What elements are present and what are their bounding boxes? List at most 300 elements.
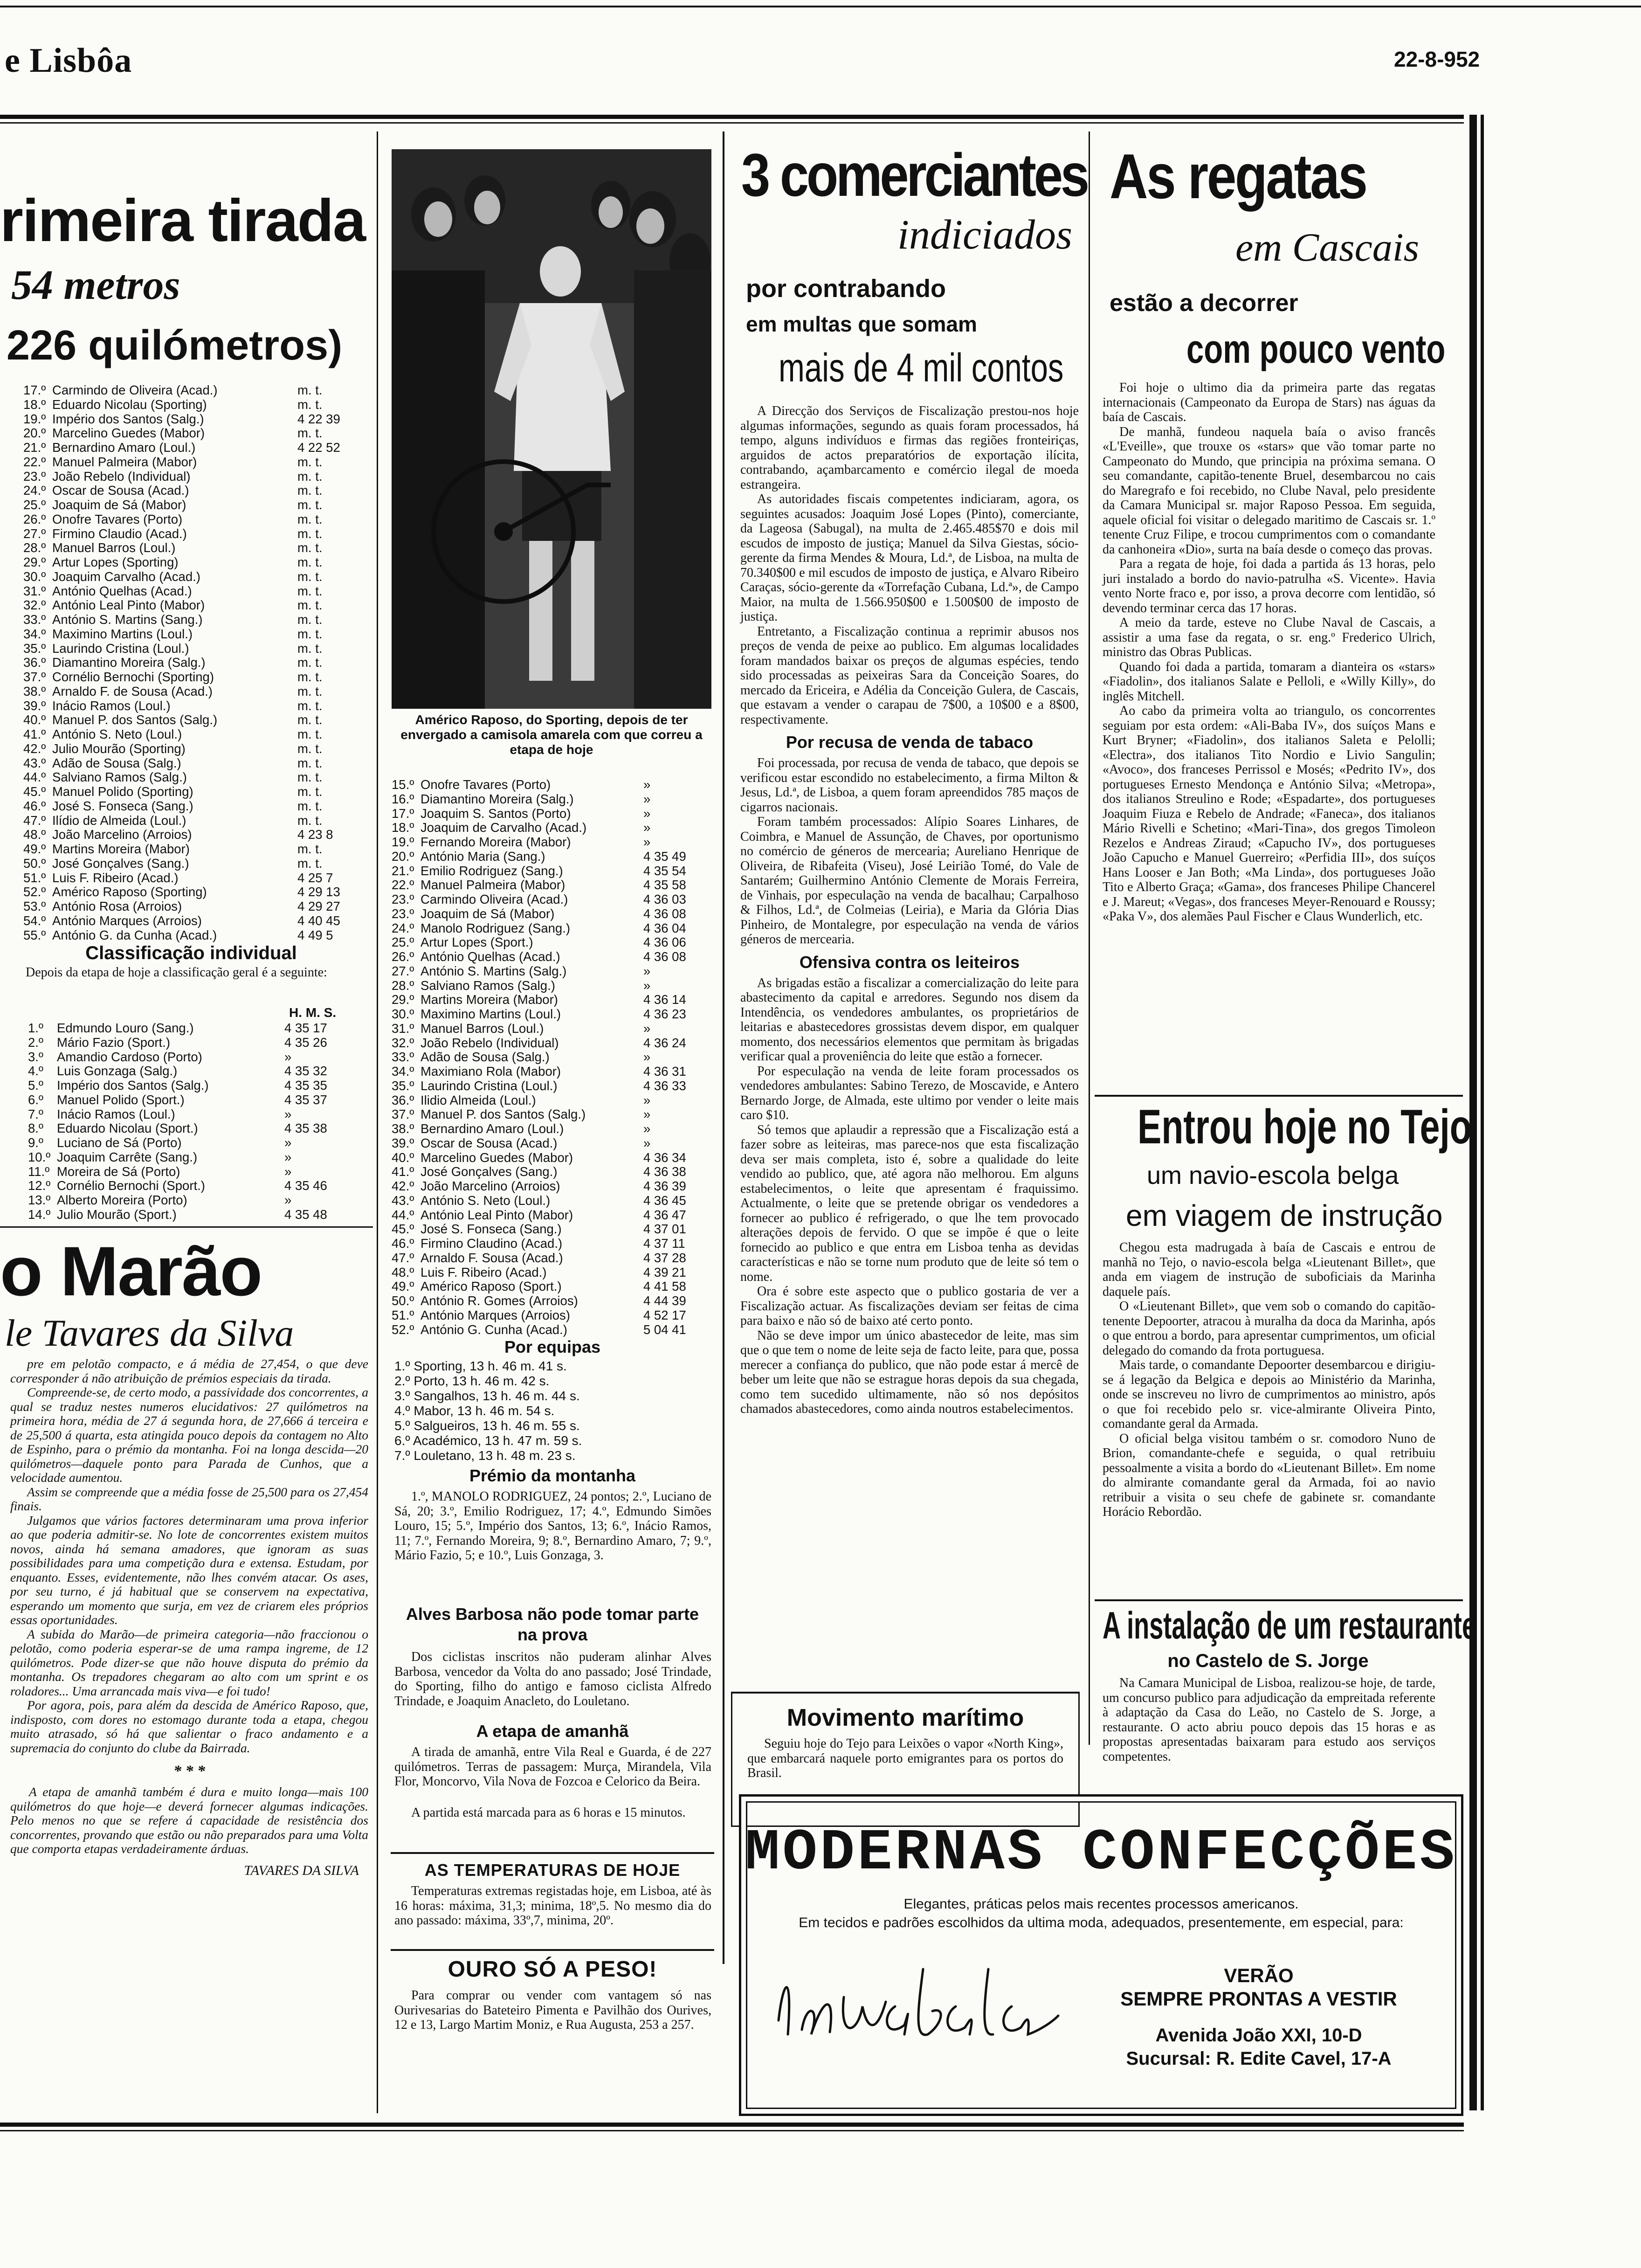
ad-line-1: Elegantes, práticas pelos mais recentes processos americanos.	[903, 1896, 1299, 1912]
position: 49.º	[23, 842, 46, 856]
position: 42.º	[392, 1179, 414, 1193]
rider-name: Julio Mourão (Sporting)	[52, 741, 186, 756]
barbosa-text: Dos ciclistas inscritos não puderam alinhar Alves Barbosa, vencedor da Volta do ano passado; José Trindade, do Sporting, filho do antigo e famoso ciclista Alfredo Trindade, e Joaquim Anacleto, do Louletano.	[394, 1650, 711, 1708]
classificacao-list	[28, 1021, 354, 1222]
rider-time: m. t.	[297, 741, 323, 756]
rider-time: m. t.	[297, 770, 323, 785]
rider-time: m. t.	[297, 483, 323, 498]
position: 43.º	[23, 755, 46, 770]
stage-result-row	[23, 642, 367, 656]
rider-time: 4 37 11	[643, 1236, 685, 1251]
rider-name: Manuel Polido (Sporting)	[52, 785, 193, 799]
classificacao-row	[28, 1064, 354, 1079]
stage-result-row	[23, 713, 367, 727]
stage-result-row	[392, 979, 713, 993]
position: 49.º	[392, 1279, 414, 1294]
position: 17.º	[23, 383, 46, 397]
rider-time: 4 44 39	[643, 1293, 686, 1308]
ad-slogan: SEMPRE PRONTAS A VESTIR	[1120, 1988, 1397, 2010]
rider-time: 4 36 08	[643, 949, 686, 964]
position: 12.º	[28, 1178, 51, 1193]
position: 46.º	[23, 798, 46, 813]
stage-result-row	[392, 1136, 713, 1151]
stage-result-row	[392, 1251, 713, 1265]
rider-time: 4 35 17	[284, 1021, 327, 1035]
leite-paragraph: Só temos que aplaudir a repressão que a Fiscalização está a fazer sobre as leiteiras, mas parece-nos que esta fiscalização deva ser mais completa, isto é, sobre a qualidade do leite vendido ao publico, que, até agora não melhorou. Em alguns estabelecimentos, o leite que apresentam é fraquissimo. Actualmente, o leite que se pretende obrigar os vendedores a fornecer ao publico é refrigerado, o que lhe tem provocado alterações depois de fervido. O que se impõe é que o leite fornecido ao publico e que entra em Lisboa tenha as devidas características e não se torne num produto que de leite só tem o nome.	[740, 1122, 1079, 1284]
temperaturas-text: Temperaturas extremas registadas hoje, em Lisboa, até às 16 horas: máxima, 31,3; minima, 18º,5. No mesmo dia do ano passado: máxima, 33º,7, minima, 20º.	[394, 1884, 711, 1928]
amanha-text: A tirada de amanhã, entre Vila Real e Guarda, é de 227 quilómetros. Terras de passagem: Murça, Mirandela, Vila Flor, Moncorvo, Vila Nova de Fozcoa e Celorico da Beira.	[394, 1745, 711, 1789]
rider-time: 4 36 33	[643, 1078, 686, 1093]
rider-name: João Rebelo (Individual)	[52, 469, 191, 484]
rider-name: Joaquim de Sá (Mabor)	[52, 498, 186, 512]
regatas-paragraph: Ao cabo da primeira volta ao triangulo, os concorrentes seguiam por esta ordem: «Ali-Baba IV», dos suíços Mans e Kurt Bryner; «Fiadolin», dos italianos Saleta e Pelolli; «Electra», dos italianos Tito Nordio e Livio Sangulin; «Avoco», dos franceses Perrissol e Mosés; «Pedrito IV», dos portugueses Ernesto Mendonça e António Silva; «Metropa», dos italianos Streulino e Rode; «Espadarte», dos portugueses Joaquim Fiuza e Rebelo de Andrade; «Faneca», dos italianos Mário Rivelli e Schetino; «Mari-Tina», dos gregos Timoleon Rezelos e Andreas Ziraud; «Capucho IV», dos portugueses João Capucho e Manuel Guerreiro; «Perfidia III», dos suíços Hans Looser e Jan Both; «Ma Linda», dos portugueses João Tito e Alberto Graça; «Gama», dos franceses Philipe Chancerel e J. Mareut; «Vegas», dos franceses Meyer-Renouard e Roussy; «Paka V», dos alemães Paul Fischer e Claus Wunderlich, etc.	[1103, 704, 1435, 924]
headline-as-regatas: As regatas	[1110, 141, 1366, 212]
position: 39.º	[392, 1135, 414, 1150]
rider-name: José Gonçalves (Sang.)	[52, 856, 189, 871]
stage-result-row	[23, 742, 367, 756]
rider-time: 4 35 38	[284, 1121, 327, 1136]
maritimo-title: Movimento marítimo	[786, 1704, 1024, 1731]
position: 52.º	[23, 885, 46, 899]
position: 14.º	[28, 1207, 51, 1222]
stage-results-continued	[392, 778, 713, 1337]
stage-result-row	[392, 993, 713, 1007]
column-separator	[723, 131, 724, 1964]
tabaco-paragraph: Foram também processados: Alípio Soares Linhares, de Coimbra, e Manuel de Assunção, de Chaves, por oportunismo no comércio de géneros de mercearia; Aureliano Henrique de Oliveira, de Ribafeita (Viseu), José Leirião Tomé, do Vale de Santarém; Guilhermino António Clemente de Morais Ferreira, de Vinhais, por especulação na venda de bacalhau; Carpalhoso & Filhos, Ld.ª, de Colmeias (Leiria), e Maria da Glória Dias Pinheiro, de Montalegre, por especulação na venda de vários géneros de mercearia.	[740, 815, 1079, 947]
rider-name: António Leal Pinto (Mabor)	[52, 598, 205, 613]
stage-result-row	[23, 426, 367, 441]
rider-name: Oscar de Sousa (Acad.)	[421, 1136, 558, 1150]
position: 34.º	[392, 1064, 414, 1079]
rider-time: 4 35 35	[284, 1078, 327, 1093]
rider-time: »	[643, 777, 651, 792]
tejo-paragraph: O oficial belga visitou também o sr. comodoro Nuno de Brion, comandante-chefe e seguida, o qual retribuiu pessoalmente a visita a bordo do «Lieutenant Billet». Em nome do almirante comandante geral da Armada, foi ao navio retribuir a visita o seu chefe de gabinete sr. comandante Horácio Rebordão.	[1103, 1431, 1435, 1519]
rider-time: m. t.	[297, 842, 323, 856]
rider-time: 4 52 17	[643, 1307, 686, 1322]
position: 24.º	[392, 920, 414, 935]
stage-result-row	[392, 835, 713, 850]
stage-result-row	[392, 1323, 713, 1337]
stage-result-row	[392, 1079, 713, 1093]
stage-result-row	[392, 1294, 713, 1308]
regatas-paragraphs	[1103, 380, 1435, 924]
rider-name: Adão de Sousa (Salg.)	[52, 756, 181, 770]
regatas-article	[1103, 380, 1435, 924]
position: 53.º	[23, 899, 46, 913]
rider-time: 5 04 41	[643, 1322, 686, 1337]
rider-name: Julio Mourão (Sport.)	[57, 1207, 177, 1222]
rider-name: Joaquim S. Santos (Porto)	[421, 806, 571, 821]
rider-name: Manuel P. dos Santos (Salg.)	[52, 713, 218, 727]
equipa-row: 2.º Porto, 13 h. 46 m. 42 s.	[394, 1374, 550, 1388]
position: 34.º	[23, 626, 46, 641]
position: 20.º	[392, 849, 414, 864]
rider-name: Maximiano Rola (Mabor)	[421, 1065, 561, 1079]
rider-time: »	[643, 1121, 651, 1136]
position: 8.º	[28, 1121, 43, 1136]
ad-season: VERÃO	[1224, 1964, 1294, 1986]
comerciantes-article	[740, 404, 1079, 1417]
position: 26.º	[392, 949, 414, 964]
photo-americo-raposo	[392, 149, 711, 709]
tabaco-paragraph: Foi processada, por recusa de venda de tabaco, que depois se verificou estar escondido no estabelecimento, a firma Milton & Jesus, Ld.ª, de Lisboa, a quem foram apreendidos 785 maços de cigarros nacionais.	[740, 756, 1079, 815]
position: 26.º	[23, 512, 46, 526]
rider-time: 4 22 39	[297, 411, 340, 426]
montanha-title: Prémio da montanha	[469, 1466, 636, 1485]
rider-time: 4 39 21	[643, 1265, 686, 1279]
stage-result-row	[23, 541, 367, 555]
rider-name: Ilídio de Almeida (Loul.)	[52, 813, 186, 828]
stage-result-row	[23, 598, 367, 613]
rider-name: José S. Fonseca (Sang.)	[421, 1222, 562, 1237]
rider-name: Joaquim Carrête (Sang.)	[57, 1150, 198, 1164]
position: 45.º	[23, 784, 46, 799]
rider-time: m. t.	[297, 583, 323, 598]
rider-time: m. t.	[297, 498, 323, 512]
position: 23.º	[392, 906, 414, 921]
rider-name: António Marques (Arroios)	[52, 913, 202, 928]
rider-time: 4 36 08	[643, 906, 686, 921]
stage-result-row	[23, 899, 367, 914]
position: 11.º	[28, 1164, 50, 1179]
rider-time: m. t.	[297, 598, 323, 613]
classificacao-row	[28, 1150, 354, 1165]
rider-time: m. t.	[297, 856, 323, 871]
rider-name: Bernardino Amaro (Loul.)	[52, 441, 196, 455]
rider-name: Manuel P. dos Santos (Salg.)	[421, 1107, 586, 1122]
subhead-indiciados: indiciados	[897, 212, 1072, 258]
rider-name: Manuel Barros (Loul.)	[421, 1021, 544, 1036]
box-rule	[391, 1949, 714, 1951]
photo-illustration	[392, 149, 711, 709]
ad-logo	[769, 1950, 1068, 2062]
ad-address: Avenida João XXI, 10-D	[1155, 2025, 1362, 2046]
stage-result-row	[392, 821, 713, 835]
rider-time: »	[643, 963, 651, 978]
rider-time: »	[643, 1093, 651, 1107]
marao-paragraph: pre em pelotão compacto, e á média de 27,454, o que deve corresponder á não atribuição de prémios especiais da tirada.	[10, 1356, 368, 1385]
rider-name: Cornélio Bernochi (Sporting)	[52, 670, 214, 684]
rider-name: Américo Raposo (Sport.)	[421, 1279, 562, 1294]
equipa-row: 4.º Mabor, 13 h. 46 m. 54 s.	[394, 1404, 555, 1418]
rider-time: m. t.	[297, 426, 323, 441]
stage-result-row	[23, 656, 367, 670]
montanha-text: 1.º, MANOLO RODRIGUEZ, 24 pontos; 2.º, Luciano de Sá, 20; 3.º, Emilio Rodriguez, 17; 4.º, Edmundo Simões Louro, 15; 5.º, Império dos Santos, 13; 6.º, Inácio Ramos, 11; 7.º, Fernando Moreira, 9; 8.º, Bernardino Amaro, 7; 9.º, Mário Fazio, 5; e 10.º, Luis Gonzaga, 3.	[394, 1489, 711, 1563]
rider-name: Fernando Moreira (Mabor)	[421, 835, 571, 849]
stage-result-row	[23, 555, 367, 570]
subhead-em-cascais: em Cascais	[1235, 225, 1420, 270]
rider-name: Adão de Sousa (Salg.)	[421, 1050, 550, 1065]
stage-result-row	[23, 685, 367, 699]
position: 6.º	[28, 1092, 43, 1107]
position: 18.º	[23, 397, 46, 412]
stage-result-row	[392, 935, 713, 950]
rider-name: António Quelhas (Acad.)	[52, 584, 192, 598]
classificacao-header: H. M. S.	[289, 1005, 337, 1020]
position: 30.º	[23, 569, 46, 584]
rider-time: m. t.	[297, 512, 323, 526]
section-rule	[0, 1226, 373, 1228]
position: 27.º	[392, 963, 414, 978]
rider-name: António S. Martins (Sang.)	[52, 613, 203, 627]
rider-time: m. t.	[297, 626, 323, 641]
rider-time: m. t.	[297, 641, 323, 656]
position: 36.º	[23, 655, 46, 670]
comerciantes-paragraph: Entretanto, a Fiscalização continua a reprimir abusos nos preços de venda de peixe ao publico. Em algumas localidades foram mandados baixar os preços de algumas espécies, tendo sido processadas as peixeiras Sara da Conceição Soares, do mercado da Ericeira, e Adélia da Conceição Gulera, de Cascais, que estavam a vender o carapau de 7$00, a 10$00 e a 8$00, respectivamente.	[740, 624, 1079, 727]
rider-name: Martins Moreira (Mabor)	[52, 842, 190, 856]
rider-name: Manuel Barros (Loul.)	[52, 541, 176, 555]
tejo-paragraph: O «Lieutenant Billet», que vem sob o comando do capitão-tenente Depoorter, atracou à muralha da doca da Marinha, após o que entrou a bordo, para apresentar cumprimentos, um oficial delegado do comando da frota portuguesa.	[1103, 1299, 1435, 1358]
rider-time: 4 36 38	[643, 1164, 686, 1179]
rider-name: Manolo Rodriguez (Sang.)	[421, 921, 571, 935]
rider-time: 4 35 48	[284, 1207, 327, 1222]
ouro-title: OURO SÓ A PESO!	[448, 1957, 657, 1982]
comerciantes-paragraph: As autoridades fiscais competentes indiciaram, agora, os seguintes acusados: Joaquim José Lopes (Pinto), comerciante, da Lageosa (Sabugal), na multa de 2.465.485$70 e dois mil escudos de imposto de justiça; Manuel da Silva Giestas, sócio-gerente da firma Mendes & Moura, Ld.ª, de Lisboa, na multa de 70.340$00 e mil escudos de imposto de justiça, e Alvaro Ribeiro Caraças, sócio-gerente da «Torrefação Cubana, Ld.ª», de Campo Maior, na multa de 1.566.950$00 e 1.500$00 de imposto de justiça.	[740, 492, 1079, 624]
position: 3.º	[28, 1049, 43, 1064]
position: 51.º	[23, 870, 46, 885]
stage-result-row	[23, 455, 367, 470]
stage-result-row	[23, 512, 367, 527]
classificacao-row	[28, 1079, 354, 1093]
rider-time: 4 35 26	[284, 1035, 327, 1050]
position: 20.º	[23, 426, 46, 441]
rider-name: Inácio Ramos (Loul.)	[57, 1107, 175, 1121]
stage-result-row	[23, 928, 367, 943]
position: 4.º	[28, 1064, 43, 1079]
rider-time: 4 36 45	[643, 1193, 686, 1208]
rider-time: 4 49 5	[297, 927, 333, 942]
rider-name: António S. Martins (Salg.)	[421, 964, 567, 978]
position: 27.º	[23, 526, 46, 541]
position: 9.º	[28, 1135, 43, 1150]
maritimo-text: Seguiu hoje do Tejo para Leixões o vapor «North King», que embarcará naquele porto emigrantes para os portos do Brasil.	[747, 1736, 1063, 1780]
rider-time: m. t.	[297, 684, 323, 698]
stage-result-row	[23, 570, 367, 584]
stage-result-row	[392, 907, 713, 921]
equipas-title: Por equipas	[504, 1337, 601, 1356]
rider-name: Laurindo Cristina (Loul.)	[52, 641, 189, 656]
rider-name: António G. Cunha (Acad.)	[421, 1322, 567, 1337]
stage-result-row	[23, 527, 367, 541]
rider-time: 4 37 01	[643, 1222, 686, 1237]
rider-time: 4 36 24	[643, 1035, 686, 1050]
stage-results-table	[23, 383, 367, 942]
position: 31.º	[392, 1021, 414, 1036]
headline-restaurante: A instalação de um restaurante	[1103, 1604, 1476, 1647]
rider-name: António Maria (Sang.)	[421, 849, 545, 864]
rider-time: m. t.	[297, 454, 323, 469]
rider-time: »	[284, 1164, 292, 1179]
rider-time: m. t.	[297, 397, 323, 412]
rider-time: m. t.	[297, 784, 323, 799]
stage-result-row	[23, 627, 367, 642]
rider-name: Moreira de Sá (Porto)	[57, 1164, 180, 1179]
position: 2.º	[28, 1035, 43, 1050]
tabaco-title: Por recusa de venda de tabaco	[786, 733, 1034, 752]
leite-paragraphs	[740, 976, 1079, 1417]
classificacao-row	[28, 1107, 354, 1122]
rider-name: António S. Neto (Loul.)	[421, 1193, 551, 1208]
section-rule	[1095, 1599, 1463, 1601]
position: 16.º	[392, 791, 414, 806]
headline-o-marao: o Marão	[0, 1232, 262, 1310]
subhead-estao-a-decorrer: estão a decorrer	[1110, 290, 1298, 317]
rider-time: 4 29 27	[297, 899, 340, 913]
rider-name: Eduardo Nicolau (Sporting)	[52, 397, 207, 412]
rider-name: Manuel Polido (Sport.)	[57, 1093, 185, 1107]
stage-result-row	[23, 498, 367, 512]
rider-name: António S. Neto (Loul.)	[52, 727, 182, 741]
rider-time: 4 36 06	[643, 935, 686, 950]
stage-result-row	[392, 921, 713, 936]
stage-result-row	[23, 914, 367, 928]
rider-name: Firmino Claudio (Acad.)	[52, 526, 187, 541]
position: 25.º	[23, 498, 46, 512]
rider-name: Ilidio Almeida (Loul.)	[421, 1093, 536, 1107]
regatas-paragraph: Quando foi dada a partida, tomaram a dianteira os «stars» «Fiadolin», dos italianos Salate e Pelloli, e «Willy Killy», do inglês Mitchell.	[1103, 659, 1435, 704]
rider-name: Martins Moreira (Mabor)	[421, 993, 558, 1007]
rider-name: António Marques (Arroios)	[421, 1308, 570, 1322]
rider-name: Oscar de Sousa (Acad.)	[52, 484, 189, 498]
stage-result-row	[392, 1093, 713, 1108]
rider-name: Cornélio Bernochi (Sport.)	[57, 1179, 205, 1193]
photo-caption: Américo Raposo, do Sporting, depois de ter envergado a camisola amarela com que correu a etapa de hoje	[400, 712, 703, 757]
masthead: e Lisbôa	[5, 41, 132, 80]
position: 50.º	[23, 856, 46, 871]
rider-time: 4 36 23	[643, 1007, 686, 1021]
tabaco-paragraphs	[740, 756, 1079, 947]
amanha-title: A etapa de amanhã	[476, 1722, 629, 1741]
rider-name: António Quelhas (Acad.)	[421, 950, 560, 964]
comerciantes-paragraph: A Direcção dos Serviços de Fiscalização prestou-nos hoje algumas informações, segundo as quais foram processados, há tempo, alguns indivíduos e firmas das regiões fronteiriças, arguidos de actos preparatórios de exportação ilícita, contrabando, açambarcamento e comércio ilegal de moeda estrangeira.	[740, 404, 1079, 492]
stage-result-row	[23, 484, 367, 498]
stage-results-continued-list	[392, 778, 713, 1337]
subhead-quilometros: 226 quilómetros)	[7, 322, 343, 369]
rider-name: Luis F. Ribeiro (Acad.)	[421, 1265, 547, 1279]
stage-result-row	[392, 1022, 713, 1036]
rider-name: José S. Fonseca (Sang.)	[52, 799, 193, 813]
position: 37.º	[392, 1107, 414, 1122]
rider-time: »	[643, 1050, 651, 1065]
stage-result-row	[392, 778, 713, 792]
box-rule	[391, 1852, 714, 1854]
position: 35.º	[392, 1078, 414, 1093]
rider-time: »	[643, 1135, 651, 1150]
stage-result-row	[392, 1107, 713, 1122]
tejo-paragraph: Chegou esta madrugada à baía de Cascais e entrou de manhã no Tejo, o navio-escola belga «Lieutenant Billet», que anda em viagem de instrução de suboficiais da Marinha daquele país.	[1103, 1240, 1435, 1299]
rider-time: m. t.	[297, 612, 323, 627]
position: 52.º	[392, 1322, 414, 1337]
stage-result-row	[392, 964, 713, 979]
rider-name: Carmindo Oliveira (Acad.)	[421, 892, 568, 906]
classificacao-table	[28, 1021, 354, 1222]
rider-time: 4 40 45	[297, 913, 340, 928]
issue-date: 22-8-952	[1394, 47, 1480, 71]
ad-branch: Sucursal: R. Edite Cavel, 17-A	[1126, 2048, 1392, 2069]
position: 29.º	[392, 992, 414, 1007]
barbosa-title: Alves Barbosa não pode tomar parte na prova	[406, 1604, 699, 1644]
separator-stars: * * *	[173, 1763, 205, 1780]
stage-result-row	[392, 1308, 713, 1323]
rider-time: »	[643, 1107, 651, 1122]
rider-time: m. t.	[297, 698, 323, 713]
header-rule-thin	[0, 122, 1464, 124]
position: 32.º	[23, 598, 46, 613]
stage-result-row	[23, 828, 367, 842]
rider-time: 4 37 28	[643, 1250, 686, 1265]
footer-rule	[0, 2123, 1464, 2127]
rider-name: Maximino Martins (Loul.)	[52, 627, 193, 641]
equipas-rows	[394, 1359, 711, 1463]
stage-result-row	[392, 1065, 713, 1079]
rider-time: »	[284, 1135, 292, 1150]
rider-name: Luis Gonzaga (Salg.)	[57, 1064, 178, 1079]
signature-logo	[769, 1950, 1068, 2062]
position: 46.º	[392, 1236, 414, 1251]
marao-article	[10, 1357, 368, 1879]
rider-name: Diamantino Moreira (Salg.)	[52, 656, 206, 670]
marao-paragraph: Por agora, pois, para além da descida de Américo Raposo, que, indisposto, com dores no estomago durante toda a etapa, chegou muito atrasado, só há que salientar o fraco andamento e a supremacia do conjunto do clube da Bairrada.	[10, 1698, 368, 1755]
position: 33.º	[392, 1050, 414, 1065]
position: 40.º	[23, 712, 46, 727]
stage-result-row	[392, 792, 713, 807]
rider-name: Amandio Cardoso (Porto)	[57, 1050, 202, 1064]
position: 38.º	[392, 1121, 414, 1136]
rider-time: »	[643, 791, 651, 806]
rider-name: Marcelino Guedes (Mabor)	[52, 426, 205, 441]
rider-name: Alberto Moreira (Porto)	[57, 1193, 187, 1207]
classificacao-row	[28, 1208, 354, 1222]
rider-time: 4 35 46	[284, 1178, 327, 1193]
position: 37.º	[23, 670, 46, 684]
comerciantes-paragraphs	[740, 404, 1079, 727]
rider-time: »	[643, 1021, 651, 1036]
rider-name: Artur Lopes (Sporting)	[52, 555, 179, 569]
tejo-paragraph: Mais tarde, o comandante Depoorter desembarcou e dirigiu-se á legação da Belgica e depois ao Ministério da Marinha, onde se inscreveu no livro de cumprimentos ao ministro, após o que foi recebido pelo sr. vice-almirante Oliveira Pinto, comandante geral da Armada.	[1103, 1358, 1435, 1431]
rider-time: m. t.	[297, 569, 323, 584]
position: 10.º	[28, 1149, 51, 1164]
stage-result-row	[23, 383, 367, 398]
rider-name: Inácio Ramos (Loul.)	[52, 698, 171, 713]
stage-result-row	[392, 850, 713, 864]
rider-time: »	[284, 1193, 292, 1207]
rider-time: 4 36 31	[643, 1064, 686, 1079]
classificacao-title: Classificação individual	[85, 943, 297, 963]
rider-name: António R. Gomes (Arroios)	[421, 1294, 578, 1308]
classificacao-row	[28, 1165, 354, 1179]
stage-result-row	[23, 670, 367, 685]
section-rule	[1095, 1095, 1463, 1097]
signature: TAVARES DA SILVA	[244, 1862, 359, 1878]
rider-name: Américo Raposo (Sporting)	[52, 885, 207, 899]
rider-time: m. t.	[297, 540, 323, 555]
rider-name: Emilio Rodriguez (Sang.)	[421, 864, 563, 878]
equipas-list	[394, 1359, 711, 1463]
header-rule	[0, 115, 1464, 119]
ouro-text: Para comprar ou vender com vantagem só nas Ourivesarias do Bateteiro Pimenta e Pavilhão dos Ourives, 12 e 13, Largo Martim Moniz, e Rua Augusta, 253 a 257.	[394, 1988, 711, 2032]
rider-name: Império dos Santos (Salg.)	[52, 412, 204, 426]
position: 44.º	[392, 1207, 414, 1222]
position: 28.º	[23, 540, 46, 555]
ad-moderna-confeccoes	[739, 1794, 1463, 2116]
stage-result-row	[392, 864, 713, 878]
rider-name: Diamantino Moreira (Salg.)	[421, 792, 574, 806]
position: 48.º	[23, 827, 46, 842]
rider-name: João Marcelino (Arroios)	[421, 1179, 560, 1193]
position: 42.º	[23, 741, 46, 756]
position: 55.º	[23, 927, 46, 942]
tejo-paragraphs	[1103, 1240, 1435, 1520]
